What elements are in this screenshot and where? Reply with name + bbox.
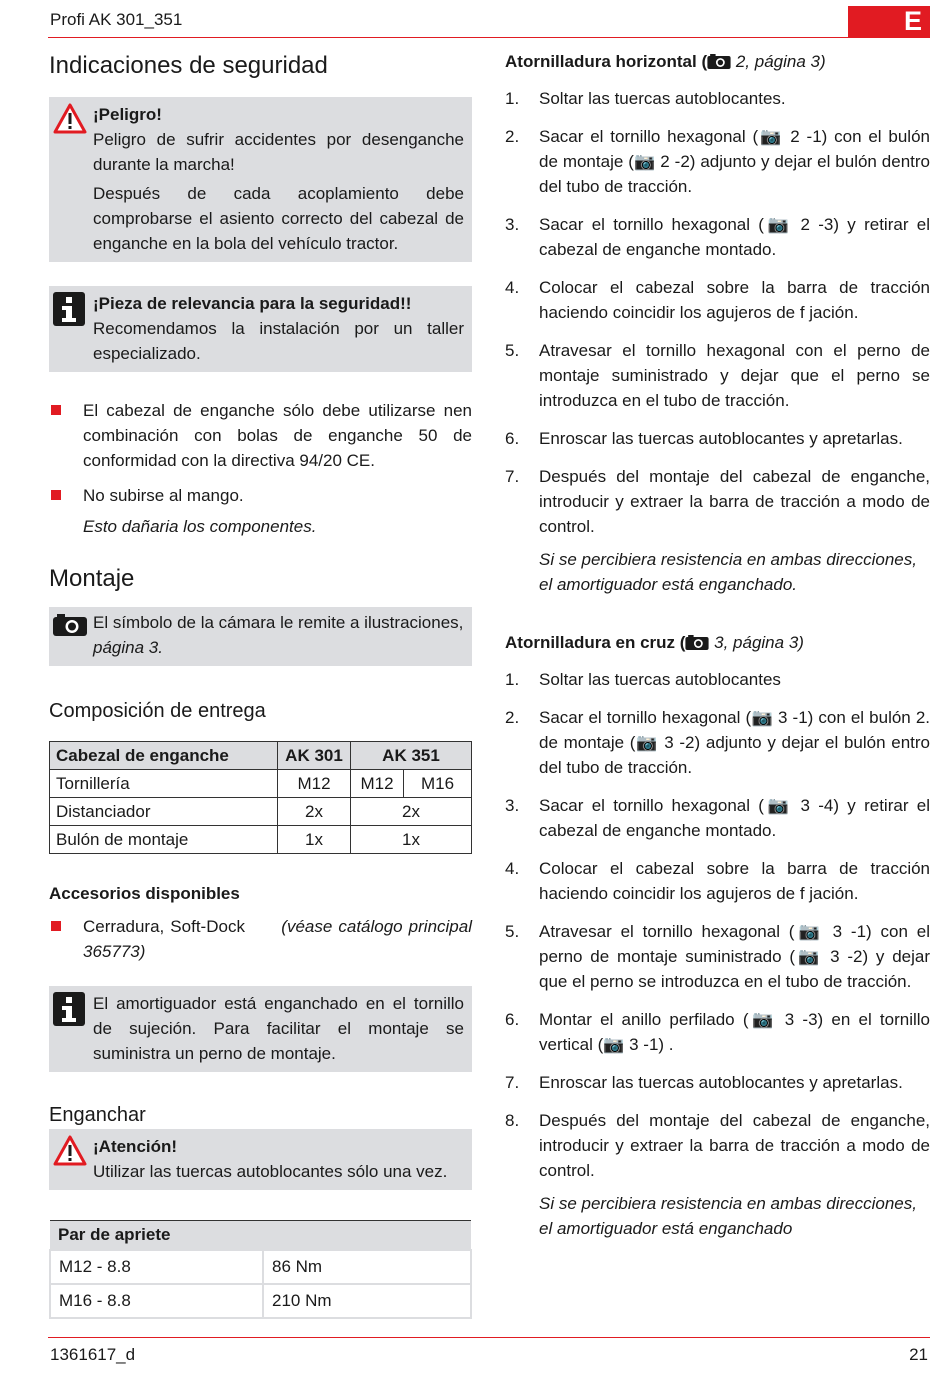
- list-item: Cerradura, Soft-Dock (véase catálogo principal 365773): [49, 914, 472, 964]
- list-item: 7. Enroscar las tuercas autoblocantes y apretarlas.: [505, 1070, 930, 1095]
- list-item: 6. Montar el anillo perfilado (📷 3 -3) en el tornillo vertical (📷 3 -1) .: [505, 1007, 930, 1057]
- info-text: Recomendamos la instalación por un taller especializado.: [93, 319, 464, 363]
- info-icon: [53, 992, 85, 1033]
- list-item: 5. Atravesar el tornillo hexagonal (📷 3 -1) con el perno de montaje suministrado (📷 3 -2) y dejar que el perno se introduzca en el tubo de tracción.: [505, 919, 930, 994]
- camera-icon: [707, 54, 731, 74]
- attention-box: [49, 1129, 472, 1190]
- camera-note-box: [49, 607, 472, 666]
- info-text: El amortiguador está enganchado en el tornillo de sujeción. Para facilitar el montaje se suministra un perno de montaje.: [93, 994, 464, 1063]
- enganchar-title: Enganchar: [49, 1104, 146, 1126]
- step-number: 5.: [505, 922, 520, 941]
- horizontal-note: Si se percibiera resistencia en ambas direcciones, el amortiguador está enganchado.: [539, 550, 917, 594]
- attention-title: ¡Atención!: [93, 1137, 178, 1156]
- torque-table: [49, 1220, 472, 1319]
- camera-note-text: El símbolo de la cámara le remite a ilustraciones,: [93, 613, 464, 632]
- step-number: 3.: [505, 215, 520, 234]
- delivery-title: Composición de entrega: [49, 700, 266, 722]
- list-item: 4. Colocar el cabezal sobre la barra de tracción haciendo coincidir los agujeros de f jación.: [505, 275, 930, 325]
- accessories-title: Accesorios disponibles: [49, 884, 240, 903]
- list-item: 2. Sacar el tornillo hexagonal (📷 3 -1) con el bulón 2. de montaje (📷 3 -2) adjunto y dejar el bulón entro del tubo de tracción.: [505, 705, 930, 780]
- warning-triangle-icon: [53, 1135, 87, 1174]
- safety-section-title: Indicaciones de seguridad: [49, 52, 328, 79]
- footer-divider: [48, 1337, 930, 1338]
- danger-box: [49, 97, 472, 262]
- montaje-title: Montaje: [49, 565, 135, 592]
- table-row: Bulón de montaje 1x 1x: [50, 826, 472, 854]
- list-item: 1. Soltar las tuercas autoblocantes.: [505, 86, 930, 111]
- step-number: 6.: [505, 429, 520, 448]
- table-header: Par de apriete: [50, 1221, 471, 1251]
- attention-text: Utilizar las tuercas autoblocantes sólo una vez.: [93, 1162, 448, 1181]
- right-column: [505, 50, 930, 1241]
- step-number: 1.: [505, 89, 520, 108]
- document-title: Profi AK 301_351: [50, 10, 183, 29]
- accessory-note: (véase catálogo principal 365773): [83, 917, 472, 961]
- bullet-square-icon: [51, 921, 61, 931]
- document-number: 1361617_d: [50, 1345, 136, 1364]
- camera-icon: [53, 614, 87, 643]
- step-number: 2.: [505, 708, 520, 727]
- cross-note: Si se percibiera resistencia en ambas direcciones, el amortiguador está enganchado: [539, 1194, 917, 1238]
- table-header: AK 351: [351, 742, 472, 770]
- step-number: 7.: [505, 1073, 520, 1092]
- cross-steps: [505, 667, 930, 1183]
- step-number: 1.: [505, 670, 520, 689]
- list-item: 3. Sacar el tornillo hexagonal (📷 2 -3) y retirar el cabezal de enganche montado.: [505, 212, 930, 262]
- table-row: M16 - 8.8 210 Nm: [50, 1284, 471, 1318]
- list-item: 5. Atravesar el tornillo hexagonal con el perno de montaje suministrado y dejar que el perno se introduzca en el tubo de tracción.: [505, 338, 930, 413]
- page-number: 21: [909, 1345, 928, 1364]
- list-item: 8. Después del montaje del cabezal de enganche, introducir y extraer la barra de tracción a modo de control.: [505, 1108, 930, 1183]
- list-item: El cabezal de enganche sólo debe utilizarse nen combinación con bolas de enganche 50 de conformidad con la directiva 94/20 CE.: [49, 398, 472, 473]
- camera-icon: [685, 635, 709, 655]
- danger-title: ¡Peligro!: [93, 105, 162, 124]
- language-badge: E: [848, 6, 930, 37]
- info-box-damper: [49, 986, 472, 1072]
- table-row: Distanciador 2x 2x: [50, 798, 472, 826]
- step-number: 4.: [505, 278, 520, 297]
- bullet-square-icon: [51, 405, 61, 415]
- cross-title: Atornilladura en cruz ( 3, página 3): [505, 633, 930, 655]
- step-number: 2.: [505, 127, 520, 146]
- left-column: [49, 50, 472, 1319]
- list-item: No subirse al mango. Esto dañaria los componentes.: [49, 483, 472, 539]
- horizontal-title: Atornilladura horizontal ( 2, página 3): [505, 52, 930, 74]
- danger-text-1: Peligro de sufrir accidentes por desenganche durante la marcha!: [93, 130, 464, 174]
- list-item: 6. Enroscar las tuercas autoblocantes y apretarlas.: [505, 426, 930, 451]
- step-number: 5.: [505, 341, 520, 360]
- danger-text-2: Después de cada acoplamiento debe comprobarse el asiento correcto del cabezal de enganche en la bola del vehículo tractor.: [93, 184, 464, 253]
- warning-triangle-icon: [53, 103, 87, 142]
- step-number: 4.: [505, 859, 520, 878]
- list-item: 1. Soltar las tuercas autoblocantes: [505, 667, 930, 692]
- step-number: 6.: [505, 1010, 520, 1029]
- table-header: AK 301: [278, 742, 351, 770]
- step-number: 7.: [505, 467, 520, 486]
- info-title: ¡Pieza de relevancia para la seguridad!!: [93, 294, 412, 313]
- table-header: Cabezal de enganche: [50, 742, 278, 770]
- bullet-square-icon: [51, 490, 61, 500]
- info-box-safety-part: [49, 286, 472, 372]
- table-row: Tornillería M12 M12 M16: [50, 770, 472, 798]
- header-divider: [48, 37, 930, 38]
- list-item: 2. Sacar el tornillo hexagonal (📷 2 -1) con el bulón de montaje (📷 2 -2) adjunto y dejar el bulón dentro del tubo de tracción.: [505, 124, 930, 199]
- list-item: 4. Colocar el cabezal sobre la barra de tracción haciendo coincidir los agujeros de f jación.: [505, 856, 930, 906]
- info-icon: [53, 292, 85, 333]
- list-item: 7. Después del montaje del cabezal de enganche, introducir y extraer la barra de tracción a modo de control.: [505, 464, 930, 539]
- table-row: M12 - 8.8 86 Nm: [50, 1250, 471, 1284]
- delivery-table: [49, 741, 472, 854]
- horizontal-steps: [505, 86, 930, 539]
- step-number: 3.: [505, 796, 520, 815]
- bullet-note: Esto dañaria los componentes.: [83, 517, 317, 536]
- camera-note-ref: página 3.: [93, 638, 163, 657]
- step-number: 8.: [505, 1111, 520, 1130]
- list-item: 3. Sacar el tornillo hexagonal (📷 3 -4) y retirar el cabezal de enganche montado.: [505, 793, 930, 843]
